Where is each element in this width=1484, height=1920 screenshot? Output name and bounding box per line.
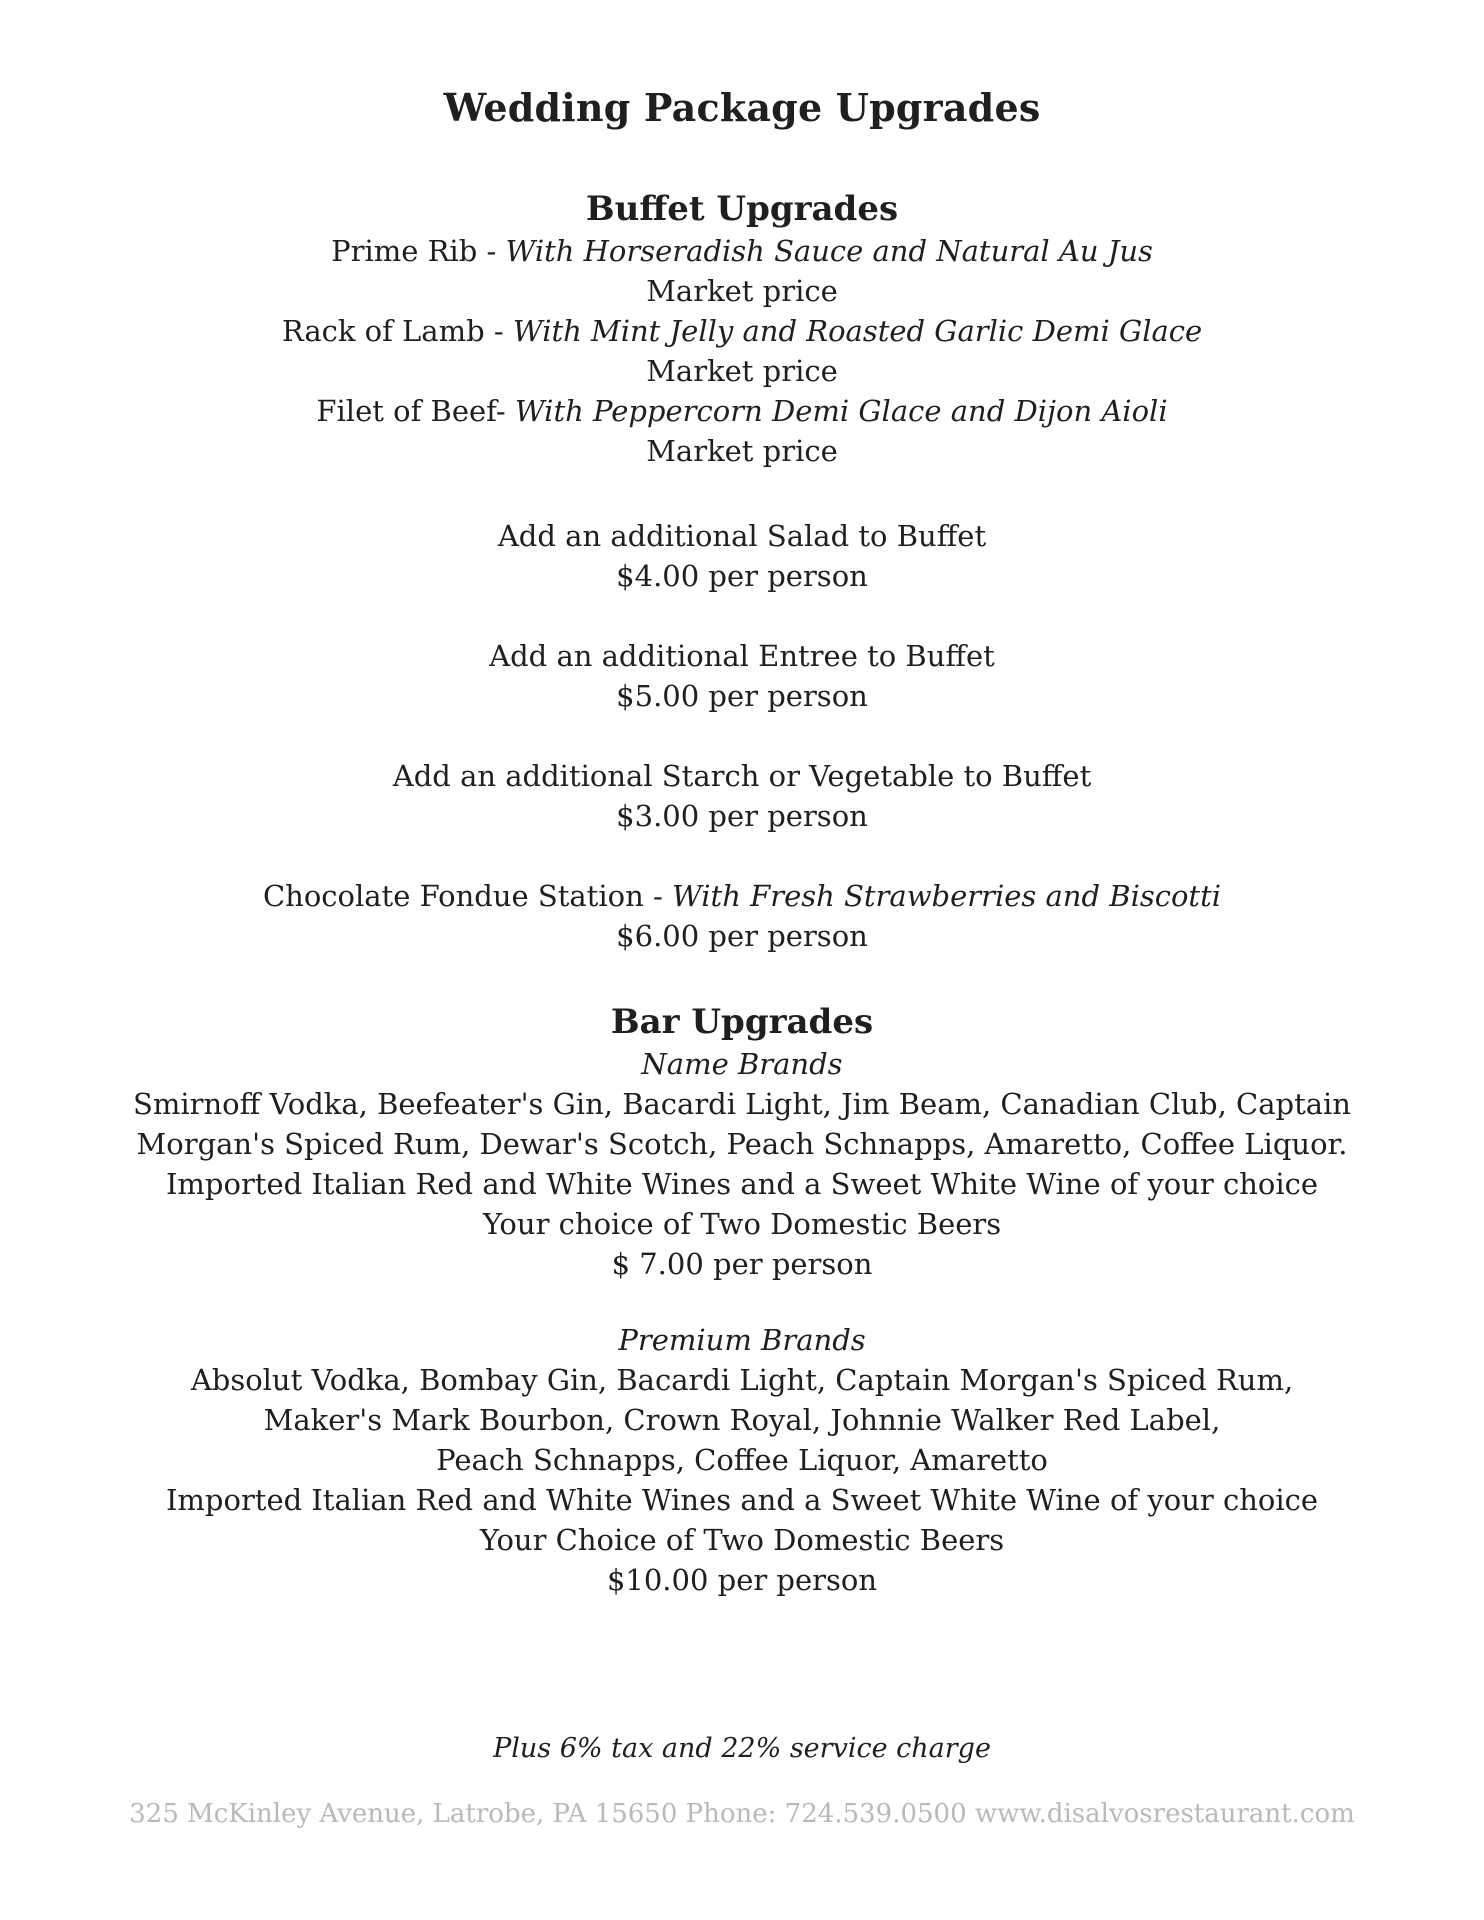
- addon-label: Add an additional Salad to Buffet: [497, 519, 987, 553]
- item-description: With Peppercorn Demi Glace and Dijon Aioli: [514, 394, 1168, 428]
- addon-starch-vegetable: [0, 756, 1484, 836]
- fondue-station: [0, 876, 1484, 956]
- item-name: Rack of Lamb -: [281, 314, 513, 348]
- addon-label: Add an additional Entree to Buffet: [489, 639, 995, 673]
- name-brands-line: Imported Italian Red and White Wines and a Sweet White Wine of your choice: [165, 1167, 1319, 1201]
- footer-address: 325 McKinley Avenue, Latrobe, PA 15650 Phone: 724.539.0500 www.disalvosrestaurant.com: [129, 1799, 1355, 1829]
- name-brands-price: $ 7.00 per person: [611, 1247, 873, 1281]
- item-name: Filet of Beef-: [316, 394, 515, 428]
- item-name: Prime Rib -: [331, 234, 506, 268]
- premium-brands-section: [0, 1320, 1484, 1600]
- name-brands-line: Smirnoff Vodka, Beefeater's Gin, Bacardi Light, Jim Beam, Canadian Club, Captain: [133, 1087, 1351, 1121]
- item-price: Market price: [646, 354, 838, 388]
- fondue-name-line: [0, 876, 1484, 916]
- addon-price: $3.00 per person: [616, 799, 868, 833]
- premium-brands-line: Peach Schnapps, Coffee Liquor, Amaretto: [436, 1443, 1048, 1477]
- buffet-heading: Buffet Upgrades: [585, 189, 899, 229]
- addon-salad: [0, 516, 1484, 596]
- addon-price: $5.00 per person: [616, 679, 868, 713]
- name-brands-line: Your choice of Two Domestic Beers: [482, 1207, 1002, 1241]
- buffet-section: [0, 187, 1484, 471]
- fondue-price: $6.00 per person: [616, 919, 868, 953]
- item-description: With Horseradish Sauce and Natural Au Jus: [505, 234, 1153, 268]
- bar-section: [0, 1000, 1484, 1284]
- tax-service-note: Plus 6% tax and 22% service charge: [493, 1733, 991, 1764]
- premium-brands-price: $10.00 per person: [606, 1563, 878, 1597]
- premium-brands-label: Premium Brands: [618, 1323, 866, 1357]
- premium-item-name-line: [0, 311, 1484, 351]
- premium-brands-line: Absolut Vodka, Bombay Gin, Bacardi Light, Captain Morgan's Spiced Rum,: [190, 1363, 1294, 1397]
- item-price: Market price: [646, 434, 838, 468]
- item-description: With Mint Jelly and Roasted Garlic Demi Glace: [512, 314, 1203, 348]
- name-brands-line: Morgan's Spiced Rum, Dewar's Scotch, Peach Schnapps, Amaretto, Coffee Liquor.: [136, 1127, 1348, 1161]
- addon-label: Add an additional Starch or Vegetable to Buffet: [392, 759, 1092, 793]
- addon-price: $4.00 per person: [616, 559, 868, 593]
- premium-item-name-line: [0, 231, 1484, 271]
- premium-brands-line: Imported Italian Red and White Wines and a Sweet White Wine of your choice: [165, 1483, 1319, 1517]
- bar-heading: Bar Upgrades: [610, 1002, 874, 1042]
- premium-brands-line: Your Choice of Two Domestic Beers: [479, 1523, 1005, 1557]
- item-name: Chocolate Fondue Station -: [262, 879, 672, 913]
- item-description: With Fresh Strawberries and Biscotti: [671, 879, 1222, 913]
- premium-brands-line: Maker's Mark Bourbon, Crown Royal, Johnnie Walker Red Label,: [263, 1403, 1221, 1437]
- addon-entree: [0, 636, 1484, 716]
- premium-item-name-line: [0, 391, 1484, 431]
- page-title: Wedding Package Upgrades: [443, 85, 1041, 130]
- name-brands-label: Name Brands: [641, 1047, 843, 1081]
- item-price: Market price: [646, 274, 838, 308]
